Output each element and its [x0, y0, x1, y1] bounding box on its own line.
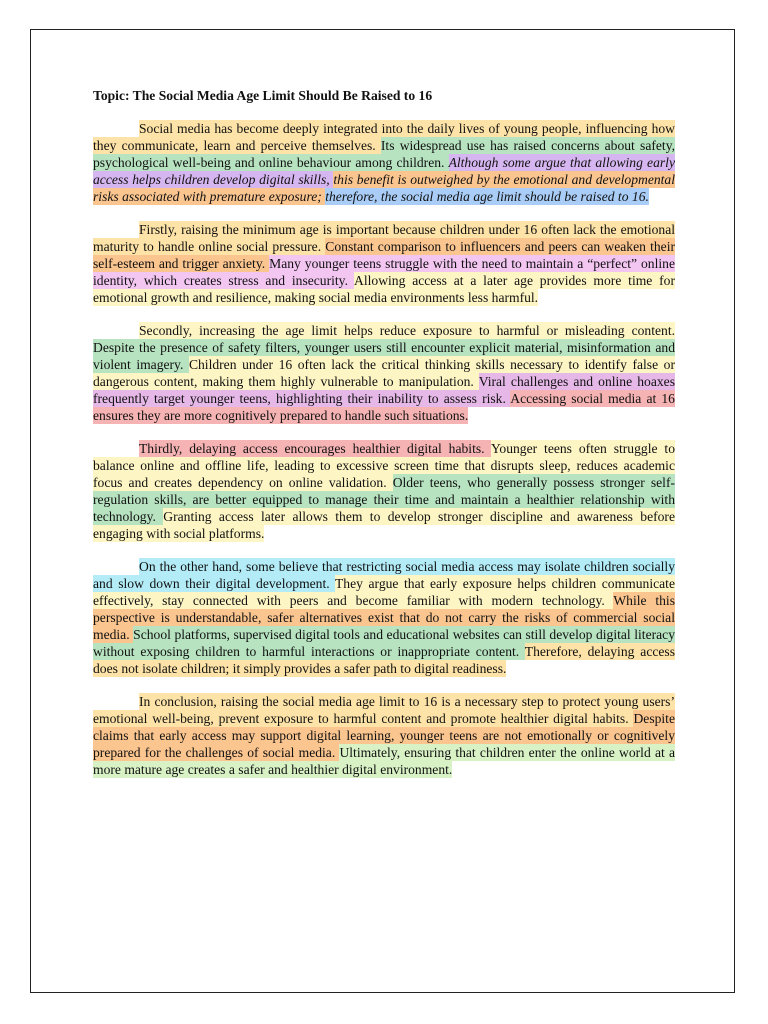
highlight-segment: Social media has become deeply integrated into the daily lives of young people, influencing how they communicate, learn and perceive themselves. [93, 121, 675, 153]
highlight-segment: Although some argue that allowing early access helps children develop digital skills, [93, 155, 675, 187]
highlight-segment: Accessing social media at 16 ensures they are more cognitively prepared to handle such situations. [93, 391, 675, 423]
highlight-segment: Allowing access at a later age provides more time for emotional growth and resilience, making social media environments less harmful. [93, 273, 675, 305]
highlight-segment: In conclusion, raising the social media age limit to 16 is a necessary step to protect young users’ emotional well-being, prevent exposure to harmful content and promote healthier digital habits. [93, 694, 675, 726]
document-title: Topic: The Social Media Age Limit Should Be Raised to 16 [93, 88, 433, 103]
highlight-segment: this benefit is outweighed by the emotional and developmental risks associated with premature exposure; [93, 172, 675, 204]
paragraph-body-2 [93, 322, 675, 424]
paragraph-counterargument [93, 558, 675, 677]
paragraph-body-1 [93, 221, 675, 306]
highlight-segment: Granting access later allows them to develop stronger discipline and awareness before engaging with social platforms. [93, 509, 675, 541]
paragraph-introduction [93, 120, 675, 205]
highlight-segment: Despite claims that early access may support digital learning, younger teens are not emotionally or cognitively prepared for the challenges of social media. [93, 711, 675, 760]
highlight-segment: Secondly, increasing the age limit helps reduce exposure to harmful or misleading content. [139, 323, 675, 338]
document-body [93, 87, 675, 794]
highlight-segment: Constant comparison to influencers and peers can weaken their self-esteem and trigger anxiety. [93, 239, 675, 271]
highlight-segment: Ultimately, ensuring that children enter the online world at a more mature age creates a safer and healthier digital environment. [93, 745, 675, 777]
highlight-segment: Younger teens often struggle to balance online and offline life, leading to excessive screen time that disrupts sleep, reduces academic focus and creates dependency on online validation. [93, 441, 675, 490]
highlight-segment: Despite the presence of safety filters, younger users still encounter explicit material, misinformation and violent imagery. [93, 340, 675, 372]
highlight-segment: Its widespread use has raised concerns about safety, psychological well-being and online behaviour among children. [93, 138, 676, 170]
highlight-segment: They argue that early exposure helps children communicate effectively, stay connected with peers and become familiar with modern technology. [93, 576, 675, 608]
highlight-segment: School platforms, supervised digital tools and educational websites can still develop digital literacy without exposing children to harmful interactions or inappropriate content. [93, 627, 675, 659]
highlight-segment: Older teens, who generally possess stronger self-regulation skills, are better equipped to manage their time and maintain a healthier relationship with technology. [93, 475, 676, 524]
highlight-segment: Firstly, raising the minimum age is important because children under 16 often lack the emotional maturity to handle online social pressure. [93, 222, 675, 254]
highlight-segment: Children under 16 often lack the critical thinking skills necessary to identify false or dangerous content, making them highly vulnerable to manipulation. [93, 357, 675, 389]
highlight-segment: Thirdly, delaying access encourages healthier digital habits. [139, 441, 491, 456]
highlight-segment: Viral challenges and online hoaxes frequently target younger teens, highlighting their inability to assess risk. [93, 374, 675, 406]
highlight-segment: therefore, the social media age limit should be raised to 16. [325, 189, 649, 204]
document-page [30, 29, 735, 993]
paragraph-body-3 [93, 440, 675, 542]
paragraph-conclusion [93, 693, 675, 778]
highlight-segment: On the other hand, some believe that restricting social media access may isolate children socially and slow down their digital development. [93, 559, 675, 591]
highlight-segment: Therefore, delaying access does not isolate children; it simply provides a safer path to digital readiness. [93, 644, 675, 676]
highlight-segment: While this perspective is understandable, safer alternatives exist that do not carry the risks of commercial social media. [93, 593, 675, 642]
highlight-segment: Many younger teens struggle with the need to maintain a “perfect” online identity, which creates stress and insecurity. [93, 256, 675, 288]
